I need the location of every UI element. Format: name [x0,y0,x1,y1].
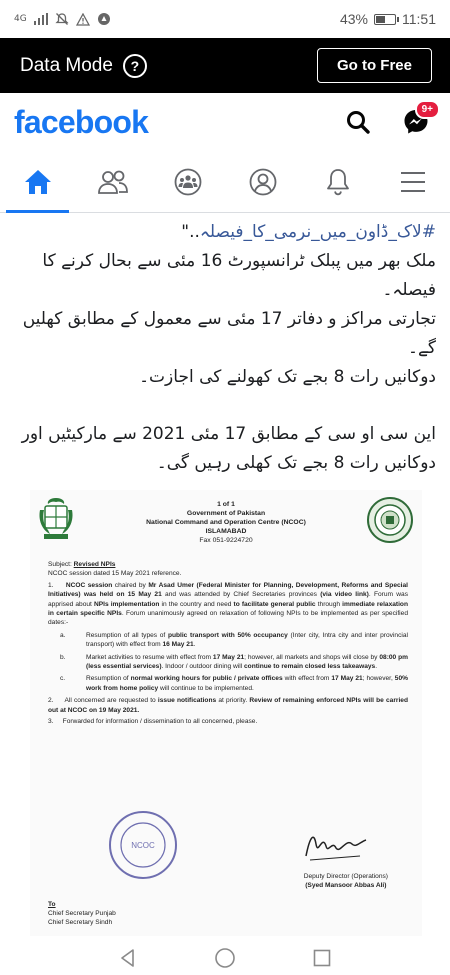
document-titles [30,500,422,545]
sync-icon [97,12,111,26]
document-para-3: 3. Forwarded for information / dissemination to all concerned, please. [48,718,258,726]
post-line-ncoc: این سی او سی کے مطابق 17 مئی 2021 سے مارکیٹیں اور دوکانیں رات 8 بجے تک کھلی رہیں گی۔ [21,424,436,473]
messenger-badge: 9+ [415,100,440,119]
messenger-button[interactable] [400,106,432,138]
hamburger-icon [399,170,427,194]
document-para-1: 1. NCOC session chaired by Mr Asad Umer (Federal Minister for Planning, Development, Reforms and Special Initiatives) was held on 15 May 21 and was attended by Chief Secretaries provinces (via video link). Forum was apprised about NPIs implementation in the country and need to facilitate general public through immediate relaxation in certain specific NPIs. Forum unanimously agreed on relaxation of following NPIs to be implemented as per specified dates:- [48,581,408,627]
recipient-1: Chief Secretary Punjab [48,910,116,917]
document-item-a: a. Resumption of all types of public transport with 50% occupancy (Inter city, Intra city and inter provincial transport) with effect from 16 May 21. [60,631,408,649]
status-icons-right [340,11,436,27]
document-recipients [48,900,116,927]
tab-profile[interactable] [225,151,300,212]
bell-icon [324,167,352,197]
data-mode-label: Data Mode [20,54,113,76]
signatory-title: Deputy Director (Operations) [303,873,388,880]
document-item-b: b. Market activities to resume with effect from 17 May 21; however, all markets and shops will close by 08:00 pm (less essential services). Indoor / outdoor dining will continue to remain closed less takeaways. [60,653,408,671]
post-line-shops: دوکانیں رات 8 بجے تک کھولنے کی اجازت۔ [139,367,436,387]
facebook-logo[interactable]: facebook [14,103,149,140]
ncoc-emblem-icon [366,496,414,544]
post-hashtag-line [14,218,436,247]
stamp-text: NCOC [131,841,155,850]
app-header [0,93,450,151]
post-line-transport: ملک بھر میں پبلک ٹرانسپورٹ 16 مئی سے بحال کرنے کا فیصلہ۔ [42,251,436,300]
help-icon[interactable]: ? [123,54,147,78]
document-para-2: 2. All concerned are requested to issue notifications at priority. Review of remaining enforced NPIs will be carried out at NCOC on 19 May 2021. [48,697,408,714]
status-bar [0,0,450,38]
document-org: National Command and Operation Centre (NCOC) [146,519,306,526]
search-icon [345,109,371,135]
recipients-label: To [48,901,56,908]
mute-icon [55,12,69,26]
status-icons-left [14,12,111,26]
post-text [14,218,436,478]
document-body [48,560,408,727]
battery-percent: 43% [339,11,368,27]
home-icon [23,168,53,196]
search-button[interactable] [342,106,374,138]
back-icon[interactable] [118,948,138,968]
system-nav-bar [0,940,450,975]
battery-icon [374,14,396,25]
friends-icon [97,169,129,195]
groups-icon [173,167,203,197]
tab-notifications[interactable] [300,151,375,212]
recipient-2: Chief Secretary Sindh [48,919,113,926]
data-mode-bar [0,38,450,93]
go-to-free-button[interactable]: Go to Free [317,48,432,83]
document-fax: Fax 051-9224720 [199,537,253,544]
post-hashtag[interactable]: #لاک_ڈاون_میں_نرمی_کا_فیصلہ [199,222,436,242]
post-hashtag-suffix: .." [181,222,200,242]
home-circle-icon[interactable] [214,947,236,969]
document-page: 1 of 1 [217,501,235,508]
document-item-c: c. Resumption of normal working hours for public / private offices with effect from 17 May 21; however, 50% work from home policy will continue to be implemented. [60,675,408,692]
data-mode-title [20,54,147,78]
signature [300,826,370,866]
signal-icon [34,13,48,25]
document-reference: NCOC session dated 15 May 2021 reference. [48,570,182,578]
document-header [30,490,422,562]
tab-menu[interactable] [375,151,450,212]
profile-icon [248,167,278,197]
document-subject: Subject: Revised NPIs [48,561,116,568]
header-actions [342,106,432,138]
tab-friends[interactable] [75,151,150,212]
post-line-offices: تجارتی مراکز و دفاتر 17 مئی سے معمول کے مطابق کھلیں گے۔ [22,309,436,358]
warning-icon [76,13,90,26]
ncoc-stamp [106,808,180,882]
clock: 11:51 [402,11,436,27]
document-city: ISLAMABAD [205,528,247,535]
signatory-name: (Syed Mansoor Abbas Ali) [305,882,387,889]
post-image-document[interactable] [30,490,422,936]
document-gov: Government of Pakistan [186,510,266,517]
recents-icon[interactable] [312,948,332,968]
document-signatory [304,872,388,890]
main-nav [0,151,450,213]
tab-groups[interactable] [150,151,225,212]
tab-home[interactable] [0,151,75,212]
network-type: 4G [14,13,27,24]
